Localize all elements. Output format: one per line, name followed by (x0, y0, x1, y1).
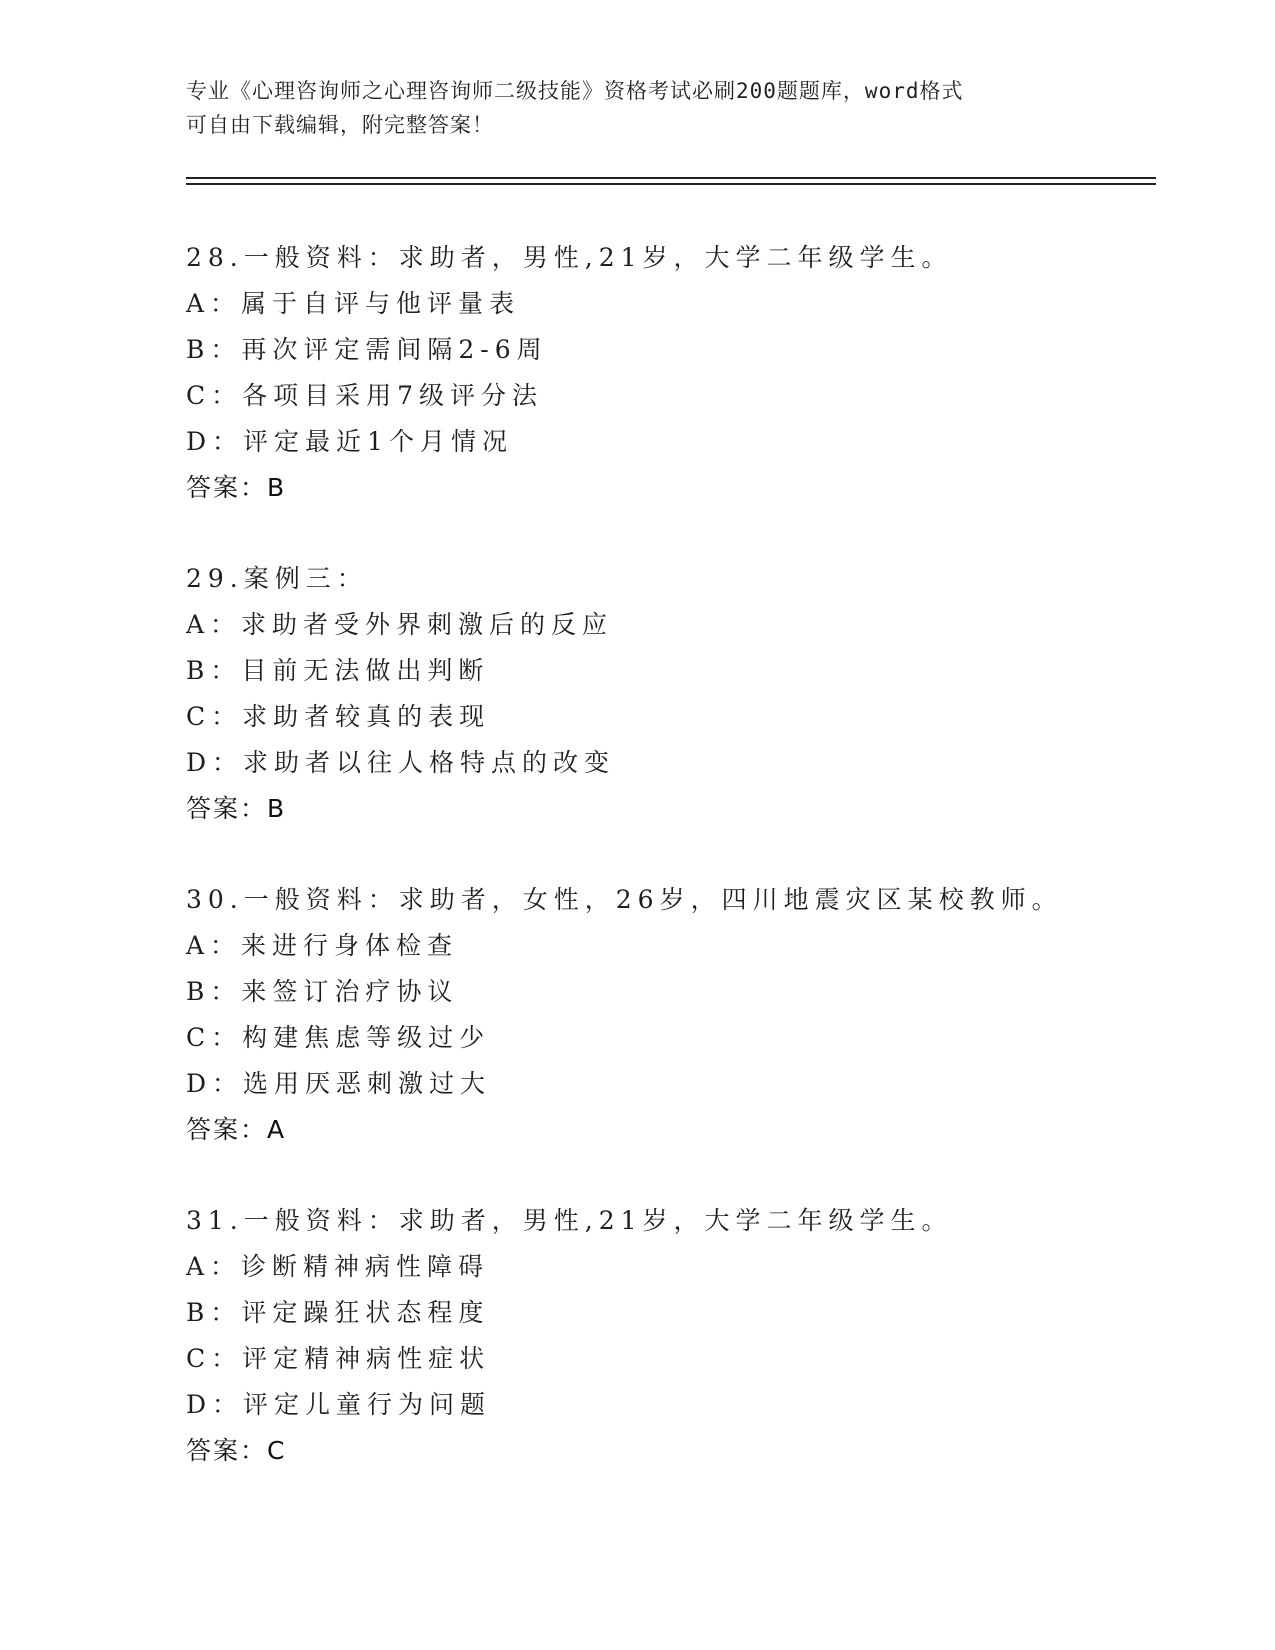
option-c: C：评定精神病性症状 (186, 1344, 491, 1373)
option-d: D：选用厌恶刺激过大 (186, 1069, 492, 1098)
option-a: A：求助者受外界刺激后的反应 (186, 610, 614, 639)
question-block (186, 235, 1146, 511)
question-block (186, 1198, 1146, 1474)
question-stem: 28.一般资料：求助者，男性,21岁，大学二年级学生。 (186, 243, 953, 272)
header-divider-top (186, 177, 1156, 179)
option-b: B：来签订治疗协议 (186, 977, 459, 1006)
header-line-1: 专业《心理咨询师之心理咨询师二级技能》资格考试必刷200题题库，word格式 (186, 79, 964, 103)
option-d: D：求助者以往人格特点的改变 (186, 748, 616, 777)
question-stem: 30.一般资料：求助者，女性，26岁，四川地震灾区某校教师。 (186, 885, 1063, 914)
question-stem: 31.一般资料：求助者，男性,21岁，大学二年级学生。 (186, 1206, 953, 1235)
header-divider-bottom (186, 183, 1156, 185)
question-stem: 29.案例三： (186, 564, 368, 593)
option-b: B：目前无法做出判断 (186, 656, 490, 685)
option-c: C：求助者较真的表现 (186, 702, 491, 731)
header-line-2: 可自由下载编辑，附完整答案！ (186, 113, 494, 137)
answer-line: 答案：C (186, 1436, 287, 1465)
option-c: C：构建焦虑等级过少 (186, 1023, 491, 1052)
option-c: C：各项目采用7级评分法 (186, 381, 544, 410)
option-a: A：属于自评与他评量表 (186, 289, 521, 318)
option-b: B：评定躁狂状态程度 (186, 1298, 490, 1327)
option-d: D：评定儿童行为问题 (186, 1390, 492, 1419)
answer-line: 答案：A (186, 1115, 287, 1144)
question-block (186, 877, 1146, 1153)
answer-line: 答案：B (186, 473, 287, 502)
option-b: B：再次评定需间隔2-6周 (186, 335, 548, 364)
option-a: A：诊断精神病性障碍 (186, 1252, 490, 1281)
question-block (186, 556, 1146, 832)
option-a: A：来进行身体检查 (186, 931, 459, 960)
document-header (186, 74, 1066, 142)
option-d: D：评定最近1个月情况 (186, 427, 513, 456)
answer-line: 答案：B (186, 794, 287, 823)
